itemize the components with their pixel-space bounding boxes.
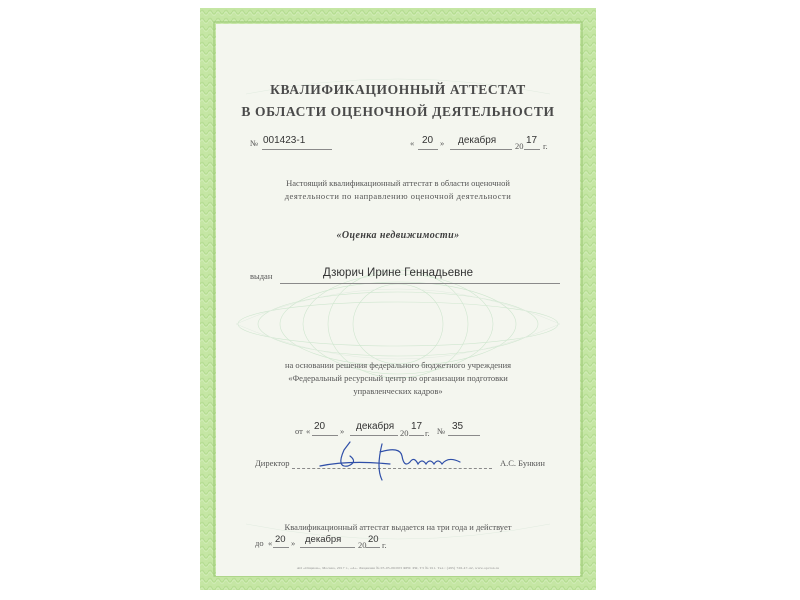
decision-open-quote: « — [306, 426, 311, 436]
date-year-underline — [524, 149, 540, 150]
valid-until-year-underline — [366, 547, 380, 548]
date-year-suffix: 17 — [526, 135, 538, 146]
certificate-number: 001423-1 — [263, 135, 306, 146]
intro-line-1: Настоящий квалификационный аттестат в области оценочной — [286, 178, 510, 188]
valid-until-year-suffix: 20 — [368, 534, 379, 545]
decision-day: 20 — [314, 421, 326, 432]
issued-label: выдан — [250, 271, 273, 281]
decision-year-mark: г. — [425, 428, 430, 438]
decision-number-label: № — [437, 426, 446, 436]
decision-month: декабря — [356, 421, 395, 432]
basis-line-3: управленческих кадров» — [353, 386, 443, 396]
decision-close-quote: » — [340, 426, 345, 436]
date-year-mark: г. — [543, 141, 548, 151]
date-open-quote: « — [410, 138, 415, 148]
director-signature — [310, 428, 480, 488]
direction: «Оценка недвижимости» — [336, 230, 460, 241]
holder-name: Дзюрич Ирине Геннадьевне — [322, 267, 473, 279]
valid-until-open-quote: « — [268, 538, 273, 548]
date-close-quote: » — [440, 138, 445, 148]
certificate — [200, 8, 596, 590]
decision-year-prefix: 20 — [400, 428, 409, 438]
date-day: 20 — [422, 135, 434, 146]
valid-until-month-underline — [300, 547, 355, 548]
validity-line: Квалификационный аттестат выдается на три года и действует — [284, 522, 512, 532]
valid-until-day: 20 — [275, 534, 286, 545]
decision-year-suffix: 17 — [411, 421, 423, 432]
valid-until-month: декабря — [305, 534, 342, 545]
director-label: Директор — [255, 458, 290, 468]
printer-imprint: АО «Опцион», Москва, 2017 г., «А». Лицензия № 05-05-06/003 ФНС РФ, ТЗ № 911. Тел.: (495) 726-47-42, www.opcion.ru — [296, 566, 500, 570]
title-line-2: В ОБЛАСТИ ОЦЕНОЧНОЙ ДЕЯТЕЛЬНОСТИ — [241, 104, 555, 119]
number-label: № — [250, 138, 259, 148]
valid-until-label: до — [255, 538, 264, 548]
decision-from-label: от — [295, 426, 303, 436]
holder-underline — [280, 283, 560, 284]
date-day-underline — [418, 149, 438, 150]
valid-until-close-quote: » — [291, 538, 296, 548]
date-month-underline — [450, 149, 512, 150]
decision-number: 35 — [452, 421, 464, 432]
date-month: декабря — [458, 135, 497, 146]
date-year-prefix: 20 — [515, 141, 524, 151]
title-line-1: КВАЛИФИКАЦИОННЫЙ АТТЕСТАТ — [270, 82, 526, 97]
basis-line-1: на основании решения федерального бюджетного учреждения — [284, 360, 512, 370]
valid-until-year-mark: г. — [382, 540, 387, 550]
intro-line-2: деятельности по направлению оценочной деятельности — [284, 191, 512, 201]
number-underline — [262, 149, 332, 150]
basis-line-2: «Федеральный ресурсный центр по организации подготовки — [288, 373, 508, 383]
valid-until-day-underline — [273, 547, 289, 548]
director-name: А.С. Бункин — [500, 458, 545, 468]
valid-until-year-prefix: 20 — [358, 540, 367, 550]
